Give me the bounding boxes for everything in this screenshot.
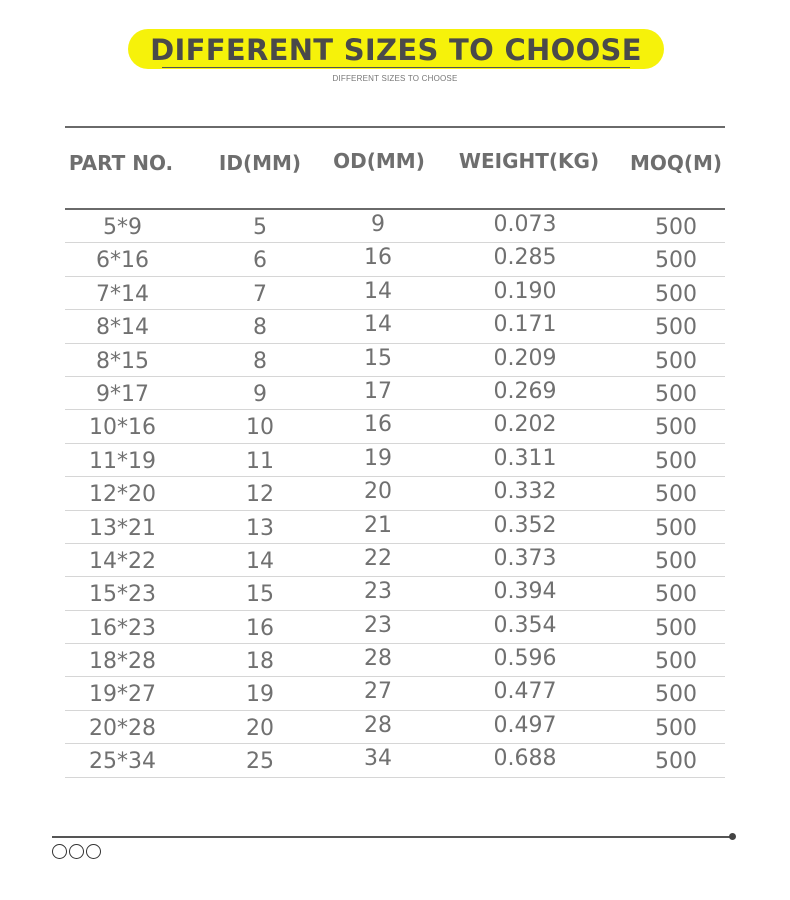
moq-cell: 500 xyxy=(655,315,697,341)
moq-cell: 500 xyxy=(655,615,697,641)
footer-circles xyxy=(52,844,103,860)
column-header-od: OD(MM) xyxy=(333,149,425,173)
id-cell: 11 xyxy=(246,448,274,474)
id-cell: 25 xyxy=(246,749,274,775)
part-no-cell: 6*16 xyxy=(96,248,149,274)
od-cell: 28 xyxy=(364,712,392,738)
part-no-cell: 20*28 xyxy=(89,715,156,741)
part-no-cell: 13*21 xyxy=(89,515,156,541)
part-no-cell: 25*34 xyxy=(89,749,156,775)
table-row xyxy=(65,444,725,477)
title-underline xyxy=(162,67,630,68)
part-no-cell: 10*16 xyxy=(89,415,156,441)
column-header-id: ID(MM) xyxy=(218,151,302,175)
part-no-cell: 18*28 xyxy=(89,649,156,675)
weight-cell: 0.332 xyxy=(493,479,557,505)
od-cell: 28 xyxy=(364,646,392,672)
table-row xyxy=(65,711,725,744)
id-cell: 18 xyxy=(246,649,274,675)
od-cell: 19 xyxy=(364,445,392,471)
id-cell: 8 xyxy=(253,348,267,374)
part-no-cell: 14*22 xyxy=(89,548,156,574)
table-row xyxy=(65,210,725,243)
column-header-moq: MOQ(M) xyxy=(629,151,723,175)
id-cell: 19 xyxy=(246,682,274,708)
weight-cell: 0.688 xyxy=(493,746,557,772)
id-cell: 14 xyxy=(246,548,274,574)
od-cell: 21 xyxy=(364,512,392,538)
part-no-cell: 16*23 xyxy=(89,615,156,641)
part-no-cell: 11*19 xyxy=(89,448,156,474)
weight-cell: 0.596 xyxy=(493,646,557,672)
moq-cell: 500 xyxy=(655,515,697,541)
od-cell: 15 xyxy=(364,345,392,371)
weight-cell: 0.311 xyxy=(493,445,557,471)
moq-cell: 500 xyxy=(655,682,697,708)
page-title: DIFFERENT SIZES TO CHOOSE xyxy=(150,33,642,67)
table-row xyxy=(65,477,725,510)
part-no-cell: 19*27 xyxy=(89,682,156,708)
od-cell: 23 xyxy=(364,612,392,638)
od-cell: 14 xyxy=(364,312,392,338)
weight-cell: 0.269 xyxy=(493,378,557,404)
circle-icon xyxy=(86,844,101,859)
title-banner xyxy=(128,29,664,69)
moq-cell: 500 xyxy=(655,548,697,574)
od-cell: 23 xyxy=(364,579,392,605)
column-header-weight: WEIGHT(KG) xyxy=(458,149,600,173)
id-cell: 12 xyxy=(246,482,274,508)
moq-cell: 500 xyxy=(655,649,697,675)
part-no-cell: 5*9 xyxy=(103,215,142,240)
table-row xyxy=(65,344,725,377)
moq-cell: 500 xyxy=(655,281,697,307)
footer-divider xyxy=(52,836,734,838)
id-cell: 7 xyxy=(253,281,267,307)
table-top-rule xyxy=(65,126,725,128)
weight-cell: 0.394 xyxy=(493,579,557,605)
table-row xyxy=(65,377,725,410)
weight-cell: 0.190 xyxy=(493,278,557,304)
weight-cell: 0.354 xyxy=(493,612,557,638)
od-cell: 16 xyxy=(364,412,392,438)
part-no-cell: 12*20 xyxy=(89,482,156,508)
part-no-cell: 8*14 xyxy=(96,315,149,341)
moq-cell: 500 xyxy=(655,348,697,374)
id-cell: 16 xyxy=(246,615,274,641)
id-cell: 5 xyxy=(253,215,267,240)
weight-cell: 0.373 xyxy=(493,545,557,571)
table-row xyxy=(65,677,725,710)
table-row xyxy=(65,644,725,677)
weight-cell: 0.171 xyxy=(493,312,557,338)
part-no-cell: 15*23 xyxy=(89,582,156,608)
table-row xyxy=(65,577,725,610)
table-row xyxy=(65,744,725,777)
circle-icon xyxy=(69,844,84,859)
weight-cell: 0.497 xyxy=(493,712,557,738)
circle-icon xyxy=(52,844,67,859)
moq-cell: 500 xyxy=(655,482,697,508)
weight-cell: 0.285 xyxy=(493,245,557,271)
id-cell: 8 xyxy=(253,315,267,341)
column-header-part-no: PART NO. xyxy=(68,151,174,175)
od-cell: 20 xyxy=(364,479,392,505)
page-subtitle: DIFFERENT SIZES TO CHOOSE xyxy=(332,74,458,83)
moq-cell: 500 xyxy=(655,715,697,741)
weight-cell: 0.073 xyxy=(493,212,557,237)
part-no-cell: 8*15 xyxy=(96,348,149,374)
table-row xyxy=(65,310,725,343)
table-row xyxy=(65,544,725,577)
weight-cell: 0.477 xyxy=(493,679,557,705)
od-cell: 14 xyxy=(364,278,392,304)
id-cell: 13 xyxy=(246,515,274,541)
table-row xyxy=(65,243,725,276)
moq-cell: 500 xyxy=(655,582,697,608)
od-cell: 22 xyxy=(364,545,392,571)
part-no-cell: 7*14 xyxy=(96,281,149,307)
od-cell: 34 xyxy=(364,746,392,772)
od-cell: 9 xyxy=(371,212,385,237)
id-cell: 10 xyxy=(246,415,274,441)
od-cell: 27 xyxy=(364,679,392,705)
footer-dot-icon xyxy=(729,833,736,840)
id-cell: 15 xyxy=(246,582,274,608)
id-cell: 20 xyxy=(246,715,274,741)
moq-cell: 500 xyxy=(655,448,697,474)
id-cell: 9 xyxy=(253,381,267,407)
moq-cell: 500 xyxy=(655,215,697,240)
id-cell: 6 xyxy=(253,248,267,274)
moq-cell: 500 xyxy=(655,381,697,407)
table-body xyxy=(65,210,725,778)
moq-cell: 500 xyxy=(655,248,697,274)
table-row xyxy=(65,277,725,310)
moq-cell: 500 xyxy=(655,415,697,441)
weight-cell: 0.209 xyxy=(493,345,557,371)
table-row xyxy=(65,410,725,443)
weight-cell: 0.202 xyxy=(493,412,557,438)
od-cell: 17 xyxy=(364,378,392,404)
weight-cell: 0.352 xyxy=(493,512,557,538)
od-cell: 16 xyxy=(364,245,392,271)
table-row xyxy=(65,511,725,544)
moq-cell: 500 xyxy=(655,749,697,775)
table-row xyxy=(65,611,725,644)
part-no-cell: 9*17 xyxy=(96,381,149,407)
